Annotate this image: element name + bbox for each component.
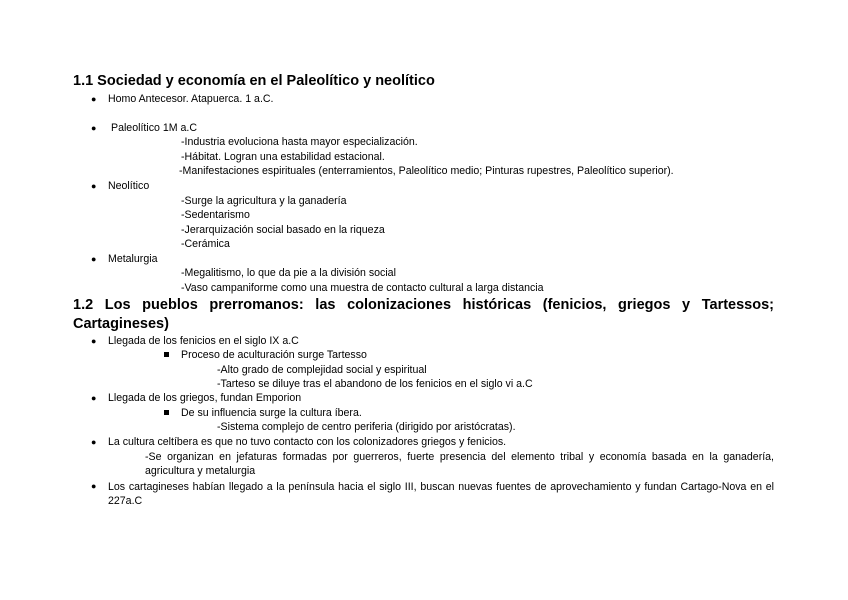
note-line: -Jerarquización social basado en la riqueza	[181, 224, 385, 236]
note-line: -Cerámica	[181, 238, 230, 250]
sub-item: Proceso de aculturación surge Tartesso	[181, 349, 367, 361]
list-item: La cultura celtíbera es que no tuvo contacto con los colonizadores griegos y fenicios.	[108, 436, 507, 448]
note-line: -Sistema complejo de centro periferia (dirigido por aristócratas).	[217, 421, 516, 433]
sub-item: De su influencia surge la cultura íbera.	[181, 407, 362, 419]
note-line: -Surge la agricultura y la ganadería	[181, 195, 347, 207]
note-line: -Alto grado de complejidad social y espiritual	[217, 364, 427, 376]
note-line: -Tarteso se diluye tras el abandono de los fenicios en el siglo vi a.C	[217, 378, 533, 390]
square-bullet-icon	[164, 352, 169, 357]
bullet-icon: ●	[91, 393, 97, 403]
section-heading-1-1: 1.1 Sociedad y economía en el Paleolítico y neolítico	[73, 73, 435, 89]
note-line: -Industria evoluciona hasta mayor especialización.	[181, 136, 418, 148]
bullet-icon: ●	[91, 123, 97, 133]
note-line: -Megalitismo, lo que da pie a la división social	[181, 267, 396, 279]
list-item: Metalurgia	[108, 253, 158, 265]
bullet-icon: ●	[91, 181, 97, 191]
bullet-icon: ●	[91, 254, 97, 264]
paragraph: -Se organizan en jefaturas formadas por guerreros, fuerte presencia del elemento tribal y economía basada en la ganadería, agricultura y metalurgia	[145, 451, 774, 477]
list-item: Neolítico	[108, 180, 150, 192]
list-item: Llegada de los griegos, fundan Emporion	[108, 392, 302, 404]
bullet-icon: ●	[91, 336, 97, 346]
list-item: Paleolítico 1M a.C	[111, 122, 197, 134]
bullet-icon: ●	[91, 94, 97, 104]
section-heading-line: 1.2 Los pueblos prerromanos: las colonizaciones históricas (fenicios, griegos y Tartessos;	[73, 297, 774, 313]
bullet-icon: ●	[91, 481, 97, 491]
note-line: -Manifestaciones espirituales (enterramientos, Paleolítico medio; Pinturas rupestres, Paleolítico superior).	[179, 165, 674, 177]
list-item: Homo Antecesor. Atapuerca. 1 a.C.	[108, 93, 274, 105]
section-heading-line: Cartagineses)	[73, 316, 169, 332]
note-line: -Vaso campaniforme como una muestra de contacto cultural a larga distancia	[181, 282, 544, 294]
note-line: -Hábitat. Logran una estabilidad estacional.	[181, 151, 385, 163]
bullet-icon: ●	[91, 437, 97, 447]
list-item: Llegada de los fenicios en el siglo IX a.C	[108, 335, 299, 347]
list-item: Los cartagineses habían llegado a la península hacia el siglo III, buscan nuevas fuentes de aprovechamiento y fundan Cartago-Nova en el 227a.C	[108, 481, 774, 507]
section-heading-1-2	[73, 296, 774, 334]
square-bullet-icon	[164, 410, 169, 415]
note-line: -Sedentarismo	[181, 209, 250, 221]
